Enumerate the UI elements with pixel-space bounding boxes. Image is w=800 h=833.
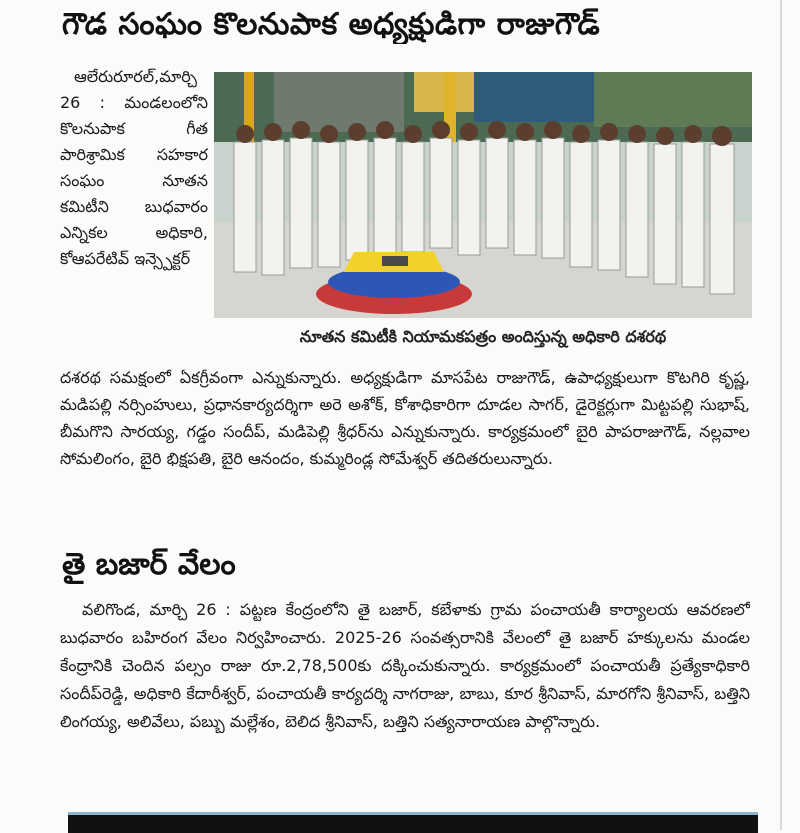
group-photo-illustration: [214, 72, 752, 318]
article1-body-text: దశరథ సమక్షంలో ఏకగ్రీవంగా ఎన్నుకున్నారు. అధ్యక్షుడిగా మాసపేట రాజుగౌడ్, ఉపాధ్యక్షులుగా కొటగిరి కృష్ణ, మడిపల్లి నర్సింహులు, ప్రధానకార్యదర్శిగా అరె అశోక్, కోశాధికారిగా దూడల సాగర్, డైరెక్టర్లుగా మిట్టపల్లి సుభాష్, బీమగొని సారయ్య, గడ్డం సందీప్, మడిపెల్లి శ్రీధర్‌ను ఎన్నుకున్నారు. కార్యక్రమంలో బైరి పాపరాజుగౌడ్, నల్లవాల సోమలింగం, బైరి భిక్షపతి, బైరి ఆనందం, కుమ్మరిండ్ల సోమేశ్వర్ తదితరులున్నారు.: [60, 368, 750, 468]
article1-column-text: ఆలేరురూరల్,మార్చి 26 : మండలంలోని కొలనుపాక గీత పారిశ్రామిక సహకార సంఘం నూతన కమిటీని బుధవారం ఎన్నికల అధికారి, కోఆపరేటివ్ ఇన్స్పెక్టర్: [60, 67, 208, 268]
photo-caption: నూతన కమిటీకి నియామకపత్రం అందిస్తున్న అధికారి దశరథ: [299, 327, 667, 346]
news-photo: [214, 72, 752, 318]
article2-headline: తై బజార్ వేలం: [62, 547, 236, 582]
article2-body-text: వలిగొండ, మార్చి 26 : పట్టణ కేంద్రంలోని తై బజార్, కబేళాకు గ్రామ పంచాయతీ కార్యాలయ ఆవరణలో బుధవారం బహిరంగ వేలం నిర్వహించారు. 2025-26 సంవత్సరానికి వేలంలో తై బజార్ హక్కులను మండల కేంద్రానికి చెందిన పల్సం రాజు రూ.2,78,500కు దక్కించుకున్నారు. కార్యక్రమంలో పంచాయతీ ప్రత్యేకాధికారి సందీప్‌రెడ్డి, అధికారి కేదారీశ్వర్, పంచాయతీ కార్యదర్శి నాగరాజు, బాబు, కూర శ్రీనివాస్, మారగోని శ్రీనివాస్, బత్తిని లింగయ్య, అలివేలు, పబ్బు మల్లేశం, బెలిద శ్రీనివాస్, బత్తిని సత్యనారాయణ పాల్గొన్నారు.: [60, 600, 750, 731]
article1-headline: గౌడ సంఘం కొలనుపాక అధ్యక్షుడిగా రాజుగౌడ్: [62, 7, 601, 42]
column-rule: [780, 0, 782, 830]
